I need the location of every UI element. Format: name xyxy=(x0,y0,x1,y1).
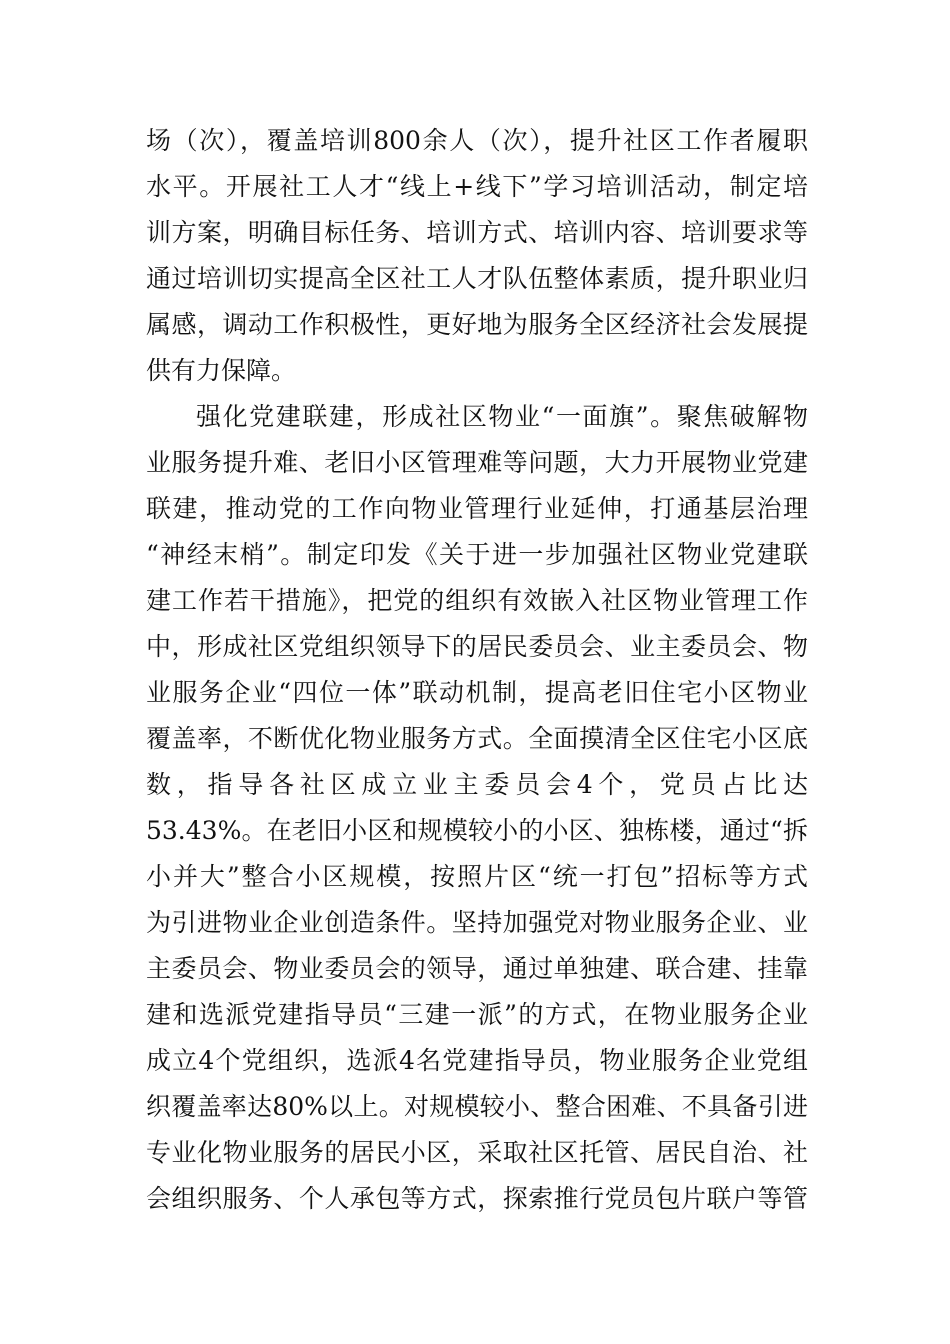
paragraph-2-line: 成立4个党组织，选派4名党建指导员，物业服务企业党组 xyxy=(146,1046,808,1075)
document-body xyxy=(146,118,808,1222)
paragraph-2-line: 织覆盖率达80%以上。对规模较小、整合困难、不具备引进 xyxy=(146,1092,808,1121)
paragraph-2-line: “神经末梢”。制定印发《关于进一步加强社区物业党建联 xyxy=(146,540,808,569)
paragraph-2-line: 业服务企业“四位一体”联动机制，提高老旧住宅小区物业 xyxy=(146,678,808,707)
paragraph-1-line: 通过培训切实提高全区社工人才队伍整体素质，提升职业归 xyxy=(146,264,808,293)
paragraph-2-line: 联建，推动党的工作向物业管理行业延伸，打通基层治理 xyxy=(146,494,808,523)
paragraph-2-line: 专业化物业服务的居民小区，采取社区托管、居民自治、社 xyxy=(146,1138,808,1167)
paragraph-2-line: 数，指导各社区成立业主委员会4个，党员占比达 xyxy=(146,770,808,799)
paragraph-1-line: 训方案，明确目标任务、培训方式、培训内容、培训要求等 xyxy=(146,218,808,247)
paragraph-2-line: 强化党建联建，形成社区物业“一面旗”。聚焦破解物 xyxy=(196,402,808,431)
paragraph-1-line: 属感，调动工作积极性，更好地为服务全区经济社会发展提 xyxy=(146,310,808,339)
paragraph-2-line: 建和选派党建指导员“三建一派”的方式，在物业服务企业 xyxy=(146,1000,808,1029)
paragraph-2-line: 会组织服务、个人承包等方式，探索推行党员包片联户等管 xyxy=(146,1184,808,1213)
paragraph-1-line: 水平。开展社工人才“线上+线下”学习培训活动，制定培 xyxy=(146,172,808,201)
paragraph-2-line: 中，形成社区党组织领导下的居民委员会、业主委员会、物 xyxy=(146,632,808,661)
paragraph-1-line: 场（次），覆盖培训800余人（次），提升社区工作者履职 xyxy=(146,126,808,155)
paragraph-2-line: 小并大”整合小区规模，按照片区“统一打包”招标等方式 xyxy=(146,862,808,891)
paragraph-2-line: 业服务提升难、老旧小区管理难等问题，大力开展物业党建 xyxy=(146,448,808,477)
paragraph-2-line: 覆盖率，不断优化物业服务方式。全面摸清全区住宅小区底 xyxy=(146,724,808,753)
paragraph-2-line: 53.43%。在老旧小区和规模较小的小区、独栋楼，通过“拆 xyxy=(146,816,808,845)
paragraph-1-line: 供有力保障。 xyxy=(146,356,297,385)
paragraph-2-line: 建工作若干措施》，把党的组织有效嵌入社区物业管理工作 xyxy=(146,586,808,615)
paragraph-2-line: 主委员会、物业委员会的领导，通过单独建、联合建、挂靠 xyxy=(146,954,808,983)
paragraph-2-line: 为引进物业企业创造条件。坚持加强党对物业服务企业、业 xyxy=(146,908,808,937)
